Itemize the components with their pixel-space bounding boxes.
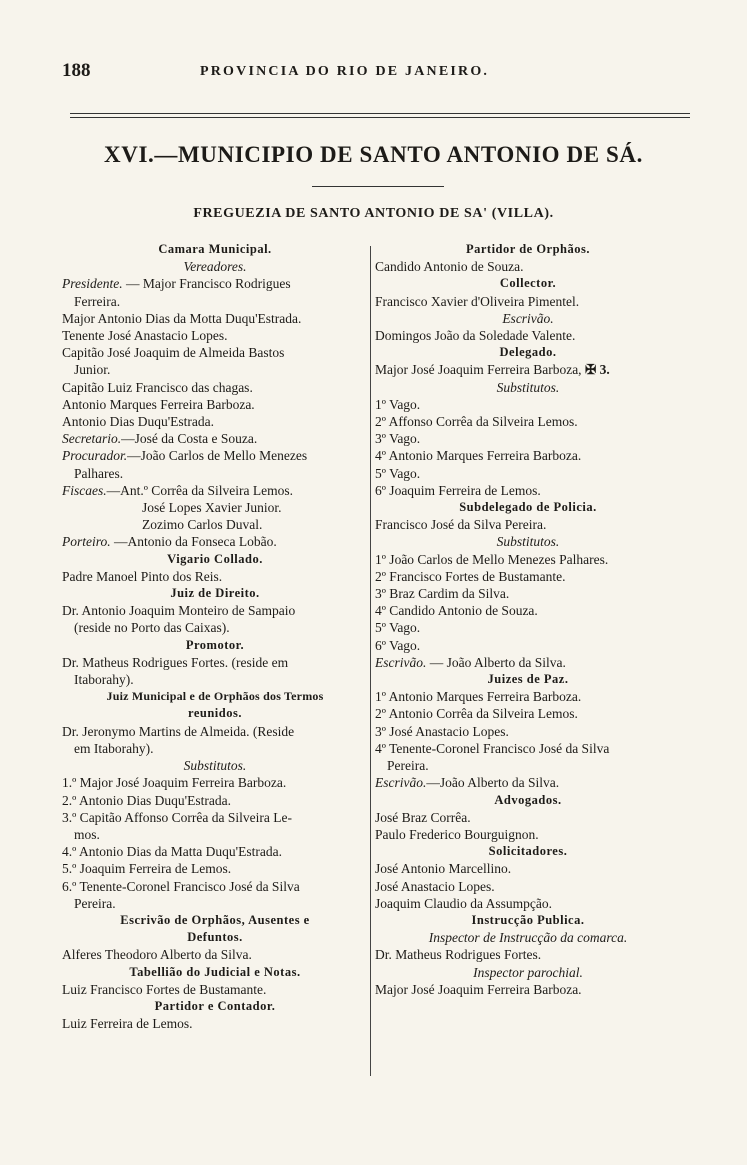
- subdelegado-substituto: 6º Vago.: [375, 637, 421, 653]
- juiz-municipal-heading: Juiz Municipal e de Orphãos dos Termos: [106, 689, 324, 704]
- juiz-paz-entry: 3º José Anastacio Lopes.: [375, 723, 509, 739]
- substituto-entry: 5.º Joaquim Ferreira de Lemos.: [62, 861, 232, 877]
- porteiro-text: —Antonio da Fonseca Lobão.: [110, 534, 277, 550]
- fiscal-entry: Zozimo Carlos Duval.: [142, 517, 263, 533]
- escrivao-orphaos-heading: Escrivão de Orphãos, Ausentes e: [120, 912, 310, 927]
- inspector-comarca-subheading: Inspector de Instrucção da comarca.: [428, 930, 628, 946]
- juiz-direito-cont: (reside no Porto das Caixas).: [74, 620, 230, 636]
- juiz-municipal-entry: Dr. Jeronymo Martins de Almeida. (Reside: [62, 723, 295, 739]
- subdelegado-escrivao-label: Escrivão.: [375, 654, 427, 670]
- delegado-substituto: 1º Vago.: [375, 396, 421, 412]
- running-title: PROVINCIA DO RIO DE JANEIRO.: [200, 64, 490, 79]
- solicitador-entry: José Antonio Marcellino.: [375, 861, 512, 877]
- delegado-heading: Delegado.: [499, 345, 557, 360]
- subdelegado-entry: Francisco José da Silva Pereira.: [375, 517, 547, 533]
- inspector-parochial-subheading: Inspector parochial.: [473, 964, 583, 980]
- solicitador-entry: Joaquim Claudio da Assumpção.: [375, 895, 552, 911]
- juizes-paz-escrivao-entry: [375, 774, 681, 791]
- subdelegado-substituto: 5º Vago.: [375, 620, 421, 636]
- juiz-municipal-heading-cont: reunidos.: [188, 706, 242, 721]
- presidente-text: — Major Francisco Rodrigues: [122, 276, 291, 292]
- juiz-paz-entry: 2º Antonio Corrêa da Silveira Lemos.: [375, 706, 578, 722]
- subdelegado-heading: Subdelegado de Policia.: [459, 500, 597, 515]
- substitutos-subheading: Substitutos.: [183, 758, 247, 774]
- delegado-substituto: 6º Joaquim Ferreira de Lemos.: [375, 482, 541, 498]
- decoration-cross-icon: ✠ 3.: [584, 362, 610, 378]
- subdelegado-substituto: 1º João Carlos de Mello Menezes Palhares.: [375, 551, 609, 567]
- tabelliao-entry: Luiz Francisco Fortes de Bustamante.: [62, 981, 267, 997]
- promotor-heading: Promotor.: [185, 637, 245, 652]
- collector-escrivao-subheading: Escrivão.: [502, 310, 554, 326]
- delegado-substituto: 4º Antonio Marques Ferreira Barboza.: [375, 448, 582, 464]
- vereadores-subheading: Vereadores.: [183, 259, 247, 275]
- juiz-direito-heading: Juiz de Direito.: [170, 586, 260, 601]
- advogado-entry: Paulo Frederico Bourguignon.: [375, 826, 539, 842]
- header-rule: [70, 113, 690, 118]
- collector-escrivao-entry: Domingos João da Soledade Valente.: [375, 328, 576, 344]
- juiz-paz-entry: 1º Antonio Marques Ferreira Barboza.: [375, 689, 582, 705]
- title-rule: [312, 186, 444, 187]
- member-entry: Tenente José Anastacio Lopes.: [62, 328, 228, 344]
- left-column: [62, 241, 368, 1032]
- advogados-heading: Advogados.: [494, 792, 562, 807]
- member-entry: Capitão Luiz Francisco das chagas.: [62, 379, 253, 395]
- substituto-entry: 3.º Capitão Affonso Corrêa da Silveira Le-: [62, 809, 293, 825]
- fiscaes-label: Fiscaes.: [62, 482, 107, 498]
- page-header: [62, 60, 682, 86]
- subdelegado-substitutos-subheading: Substitutos.: [496, 534, 560, 550]
- camara-heading: Camara Municipal.: [158, 242, 272, 256]
- partidor-contador-heading: Partidor e Contador.: [154, 998, 276, 1013]
- juizes-paz-escrivao-text: —João Alberto da Silva.: [426, 775, 560, 791]
- promotor-cont: Itaborahy).: [74, 672, 134, 688]
- column-divider: [370, 246, 371, 1076]
- partidor-orphaos-entry: Candido Antonio de Souza.: [375, 259, 524, 275]
- secretario-text: —José da Costa e Souza.: [121, 431, 258, 447]
- secretario-label: Secretario.: [62, 431, 122, 447]
- juiz-direito-entry: Dr. Antonio Joaquim Monteiro de Sampaio: [62, 603, 296, 619]
- delegado-substituto: 2º Affonso Corrêa da Silveira Lemos.: [375, 414, 578, 430]
- procurador-entry: [62, 447, 368, 464]
- solicitadores-heading: Solicitadores.: [488, 844, 568, 859]
- substituto-entry: 1.º Major José Joaquim Ferreira Barboza.: [62, 775, 287, 791]
- delegado-text: Major José Joaquim Ferreira Barboza,: [375, 362, 582, 378]
- inspector-comarca-entry: Dr. Matheus Rodrigues Fortes.: [375, 947, 542, 963]
- member-entry: Major Antonio Dias da Motta Duqu'Estrada.: [62, 310, 302, 326]
- presidente-label: Presidente.: [62, 276, 123, 292]
- juiz-paz-entry: 4º Tenente-Coronel Francisco José da Silva: [375, 740, 610, 756]
- delegado-substituto: 5º Vago.: [375, 465, 421, 481]
- page-number: 188: [62, 60, 91, 81]
- advogado-entry: José Braz Corrêa.: [375, 809, 471, 825]
- partidor-orphaos-heading: Partidor de Orphãos.: [465, 242, 590, 256]
- porteiro-entry: [62, 533, 368, 550]
- member-entry-cont: Junior.: [74, 362, 111, 378]
- subdelegado-substituto: 3º Braz Cardim da Silva.: [375, 586, 510, 602]
- juiz-municipal-cont: em Itaborahy).: [74, 740, 154, 756]
- subdelegado-escrivao-text: — João Alberto da Silva.: [426, 654, 566, 670]
- subdelegado-substituto: 2º Francisco Fortes de Bustamante.: [375, 568, 566, 584]
- presidente-cont: Ferreira.: [74, 293, 121, 309]
- substituto-cont: Pereira.: [74, 895, 116, 911]
- collector-heading: Collector.: [499, 276, 557, 291]
- promotor-entry: Dr. Matheus Rodrigues Fortes. (reside em: [62, 654, 289, 670]
- instruccao-heading: Instrucção Publica.: [471, 912, 585, 927]
- substituto-entry: 6.º Tenente-Coronel Francisco José da Silva: [62, 878, 300, 894]
- vigario-heading: Vigario Collado.: [167, 551, 263, 566]
- fiscal-entry: José Lopes Xavier Junior.: [142, 500, 282, 516]
- presidente-entry: [62, 275, 368, 292]
- delegado-substituto: 3º Vago.: [375, 431, 421, 447]
- substituto-entry: 4.º Antonio Dias da Matta Duqu'Estrada.: [62, 844, 282, 860]
- subdelegado-escrivao-entry: [375, 654, 681, 671]
- member-entry: Antonio Marques Ferreira Barboza.: [62, 396, 255, 412]
- tabelliao-heading: Tabellião do Judicial e Notas.: [129, 964, 301, 979]
- substituto-cont: mos.: [74, 826, 100, 842]
- vigario-entry: Padre Manoel Pinto dos Reis.: [62, 568, 223, 584]
- secretario-entry: [62, 430, 368, 447]
- procurador-text: —João Carlos de Mello Menezes: [127, 448, 308, 464]
- porteiro-label: Porteiro.: [62, 534, 111, 550]
- juizes-paz-heading: Juizes de Paz.: [487, 672, 569, 687]
- member-entry: Capitão José Joaquim de Almeida Bastos: [62, 345, 285, 361]
- solicitador-entry: José Anastacio Lopes.: [375, 878, 495, 894]
- escrivao-orphaos-entry: Alferes Theodoro Alberto da Silva.: [62, 947, 252, 963]
- section-title: XVI.—MUNICIPIO DE SANTO ANTONIO DE SÁ.: [104, 142, 643, 167]
- fiscaes-text: —Ant.º Corrêa da Silveira Lemos.: [106, 482, 294, 498]
- escrivao-orphaos-heading-cont: Defuntos.: [187, 930, 243, 945]
- fiscaes-entry: [62, 482, 368, 499]
- partidor-contador-entry: Luiz Ferreira de Lemos.: [62, 1016, 193, 1032]
- juizes-paz-escrivao-label: Escrivão.: [375, 775, 427, 791]
- procurador-label: Procurador.: [62, 448, 128, 464]
- member-entry: Antonio Dias Duqu'Estrada.: [62, 414, 215, 430]
- delegado-entry: [375, 361, 681, 378]
- procurador-cont: Palhares.: [74, 465, 124, 481]
- right-column: [375, 241, 681, 998]
- delegado-substitutos-subheading: Substitutos.: [496, 379, 560, 395]
- substituto-entry: 2.º Antonio Dias Duqu'Estrada.: [62, 792, 231, 808]
- inspector-parochial-entry: Major José Joaquim Ferreira Barboza.: [375, 981, 582, 997]
- collector-entry: Francisco Xavier d'Oliveira Pimentel.: [375, 293, 580, 309]
- juiz-paz-cont: Pereira.: [387, 758, 429, 774]
- subdelegado-substituto: 4º Candido Antonio de Souza.: [375, 603, 538, 619]
- parish-title: FREGUEZIA DE SANTO ANTONIO DE SA' (VILLA).: [193, 206, 554, 221]
